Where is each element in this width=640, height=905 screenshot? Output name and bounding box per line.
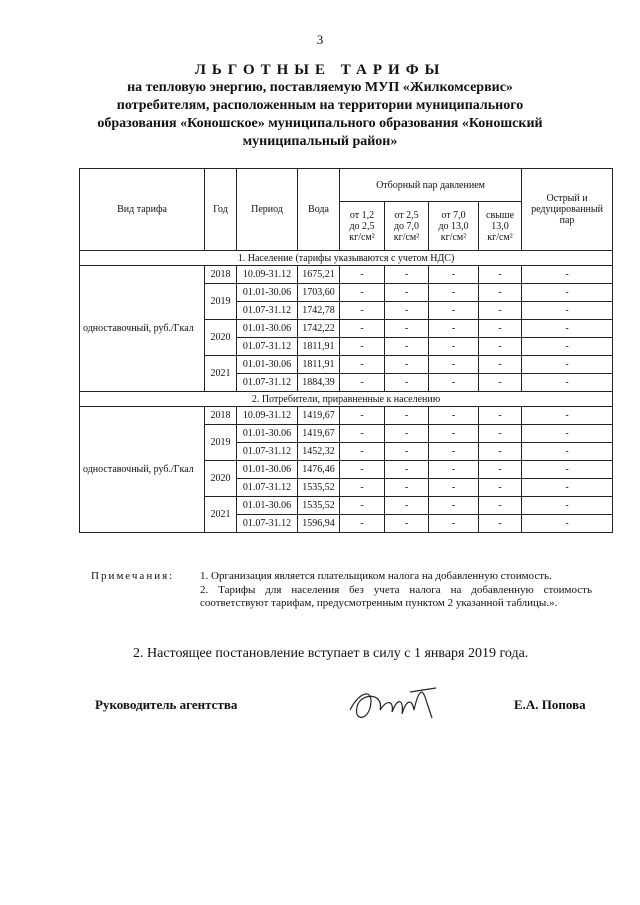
water-price-cell: 1535,52 [298, 479, 340, 497]
empty-value-cell: - [522, 515, 613, 533]
empty-value-cell: - [340, 266, 385, 284]
empty-value-cell: - [385, 461, 429, 479]
empty-value-cell: - [522, 356, 613, 374]
document-title: ЛЬГОТНЫЕ ТАРИФЫ [194, 62, 446, 78]
header-sharp-steam-line: Острый и [546, 193, 588, 204]
empty-value-cell: - [479, 515, 522, 533]
header-steam-col-line: до 7,0 [393, 220, 420, 232]
empty-value-cell: - [340, 284, 385, 302]
empty-value-cell: - [429, 497, 479, 515]
empty-value-cell: - [340, 479, 385, 497]
header-steam-col [429, 202, 479, 251]
empty-value-cell: - [479, 443, 522, 461]
subtitle-line: потребителям, расположенным на территории муниципального [116, 98, 524, 113]
water-price-cell: 1476,46 [298, 461, 340, 479]
section-row [80, 251, 613, 266]
empty-value-cell: - [429, 425, 479, 443]
empty-value-cell: - [385, 407, 429, 425]
period-cell: 01.01-30.06 [237, 284, 298, 302]
subtitle-line: на тепловую энергию, поставляемую МУП «Жилкомсервис» [127, 80, 513, 95]
year-cell: 2019 [205, 425, 237, 461]
empty-value-cell: - [479, 302, 522, 320]
empty-value-cell: - [385, 374, 429, 392]
empty-value-cell: - [479, 356, 522, 374]
empty-value-cell: - [522, 425, 613, 443]
period-cell: 01.07-31.12 [237, 479, 298, 497]
header-steam-col [340, 202, 385, 251]
empty-value-cell: - [340, 338, 385, 356]
empty-value-cell: - [522, 374, 613, 392]
empty-value-cell: - [385, 302, 429, 320]
empty-value-cell: - [479, 374, 522, 392]
empty-value-cell: - [522, 443, 613, 461]
empty-value-cell: - [522, 461, 613, 479]
empty-value-cell: - [340, 425, 385, 443]
empty-value-cell: - [429, 374, 479, 392]
header-period: Период [237, 169, 298, 251]
empty-value-cell: - [385, 284, 429, 302]
year-cell: 2019 [205, 284, 237, 320]
empty-value-cell: - [340, 374, 385, 392]
empty-value-cell: - [429, 338, 479, 356]
period-cell: 01.07-31.12 [237, 374, 298, 392]
notes-label: Примечания: [91, 570, 175, 582]
signer-name: Е.А. Попова [514, 697, 586, 712]
header-steam-col-line: 13,0 [491, 220, 509, 232]
header-steam-col [479, 202, 522, 251]
empty-value-cell: - [429, 356, 479, 374]
empty-value-cell: - [522, 320, 613, 338]
header-water: Вода [298, 169, 340, 251]
period-cell: 10.09-31.12 [237, 266, 298, 284]
water-price-cell: 1419,67 [298, 425, 340, 443]
empty-value-cell: - [340, 461, 385, 479]
empty-value-cell: - [522, 302, 613, 320]
empty-value-cell: - [522, 407, 613, 425]
water-price-cell: 1811,91 [298, 338, 340, 356]
year-cell: 2021 [205, 356, 237, 392]
header-steam-col-line: от 1,2 [349, 209, 375, 221]
empty-value-cell: - [479, 407, 522, 425]
empty-value-cell: - [479, 320, 522, 338]
subtitle-line: образования «Коношское» муниципального образования «Коношский [97, 116, 543, 131]
empty-value-cell: - [385, 266, 429, 284]
empty-value-cell: - [429, 284, 479, 302]
section-title: 1. Население (тарифы указываются с учетом НДС) [80, 251, 613, 266]
empty-value-cell: - [340, 320, 385, 338]
header-tariff-type: Вид тарифа [80, 169, 205, 251]
empty-value-cell: - [522, 497, 613, 515]
water-price-cell: 1742,22 [298, 320, 340, 338]
year-cell: 2021 [205, 497, 237, 533]
note-item: 1. Организация является плательщиком налога на добавленную стоимость. [200, 570, 552, 582]
water-price-cell: 1703,60 [298, 284, 340, 302]
empty-value-cell: - [385, 443, 429, 461]
water-price-cell: 1884,39 [298, 374, 340, 392]
signature-icon [340, 680, 450, 730]
empty-value-cell: - [522, 284, 613, 302]
year-cell: 2018 [205, 266, 237, 284]
table-row [80, 266, 613, 284]
water-price-cell: 1596,94 [298, 515, 340, 533]
empty-value-cell: - [340, 515, 385, 533]
empty-value-cell: - [479, 479, 522, 497]
document-subtitle [60, 79, 580, 151]
empty-value-cell: - [340, 407, 385, 425]
header-steam-col-line: кг/см² [487, 231, 513, 243]
table-row [80, 407, 613, 425]
year-cell: 2018 [205, 407, 237, 425]
header-steam-col-line: от 2,5 [394, 209, 419, 221]
period-cell: 01.07-31.12 [237, 338, 298, 356]
empty-value-cell: - [522, 266, 613, 284]
subtitle-line: муниципальный район» [242, 134, 398, 149]
empty-value-cell: - [479, 338, 522, 356]
empty-value-cell: - [385, 515, 429, 533]
header-steam-col [385, 202, 429, 251]
period-cell: 01.01-30.06 [237, 497, 298, 515]
header-steam-col-line: от 7,0 [441, 209, 466, 221]
empty-value-cell: - [429, 266, 479, 284]
period-cell: 01.01-30.06 [237, 356, 298, 374]
empty-value-cell: - [429, 302, 479, 320]
empty-value-cell: - [340, 443, 385, 461]
header-steam-col-line: кг/см² [393, 231, 420, 243]
empty-value-cell: - [479, 425, 522, 443]
header-steam-group: Отборный пар давлением [340, 169, 522, 202]
water-price-cell: 1811,91 [298, 356, 340, 374]
effective-date-clause: 2. Настоящее постановление вступает в силу с 1 января 2019 года. [133, 646, 529, 661]
period-cell: 01.01-30.06 [237, 461, 298, 479]
period-cell: 01.07-31.12 [237, 443, 298, 461]
empty-value-cell: - [340, 497, 385, 515]
empty-value-cell: - [429, 443, 479, 461]
period-cell: 01.01-30.06 [237, 320, 298, 338]
empty-value-cell: - [385, 320, 429, 338]
empty-value-cell: - [479, 497, 522, 515]
year-cell: 2020 [205, 320, 237, 356]
empty-value-cell: - [385, 497, 429, 515]
tariff-table [79, 168, 613, 533]
tariff-type-cell: одноставочный, руб./Гкал [80, 266, 205, 392]
header-steam-col-line: кг/см² [349, 231, 375, 243]
period-cell: 01.01-30.06 [237, 425, 298, 443]
tariff-type-cell: одноставочный, руб./Гкал [80, 407, 205, 533]
signer-title: Руководитель агентства [95, 697, 238, 712]
empty-value-cell: - [479, 266, 522, 284]
empty-value-cell: - [522, 479, 613, 497]
empty-value-cell: - [385, 479, 429, 497]
note-item: 2. Тарифы для населения без учета налога на добавленную стоимость соответствуют тарифам, предусмотренным пунктом 2 указанной таблицы.». [200, 584, 592, 609]
year-cell: 2020 [205, 461, 237, 497]
empty-value-cell: - [429, 461, 479, 479]
empty-value-cell: - [429, 479, 479, 497]
section-row [80, 392, 613, 407]
section-title: 2. Потребители, приравненные к населению [80, 392, 613, 407]
header-sharp-steam-line: пар [559, 215, 575, 226]
header-steam-col-line: до 2,5 [349, 220, 375, 232]
table-header-row [80, 169, 613, 202]
empty-value-cell: - [522, 338, 613, 356]
empty-value-cell: - [340, 302, 385, 320]
header-year: Год [205, 169, 237, 251]
empty-value-cell: - [340, 356, 385, 374]
period-cell: 10.09-31.12 [237, 407, 298, 425]
header-steam-col-line: свыше [486, 209, 515, 221]
period-cell: 01.07-31.12 [237, 302, 298, 320]
empty-value-cell: - [429, 515, 479, 533]
water-price-cell: 1675,21 [298, 266, 340, 284]
water-price-cell: 1535,52 [298, 497, 340, 515]
header-sharp-steam [522, 169, 613, 251]
header-sharp-steam-line: редуцированный [531, 204, 603, 215]
notes [200, 570, 592, 611]
empty-value-cell: - [385, 356, 429, 374]
period-cell: 01.07-31.12 [237, 515, 298, 533]
header-steam-col-line: кг/см² [440, 231, 467, 243]
empty-value-cell: - [385, 338, 429, 356]
water-price-cell: 1452,32 [298, 443, 340, 461]
page-number: 3 [316, 32, 324, 47]
empty-value-cell: - [429, 320, 479, 338]
water-price-cell: 1742,78 [298, 302, 340, 320]
empty-value-cell: - [479, 284, 522, 302]
empty-value-cell: - [479, 461, 522, 479]
empty-value-cell: - [429, 407, 479, 425]
water-price-cell: 1419,67 [298, 407, 340, 425]
empty-value-cell: - [385, 425, 429, 443]
header-steam-col-line: до 13,0 [438, 220, 469, 232]
